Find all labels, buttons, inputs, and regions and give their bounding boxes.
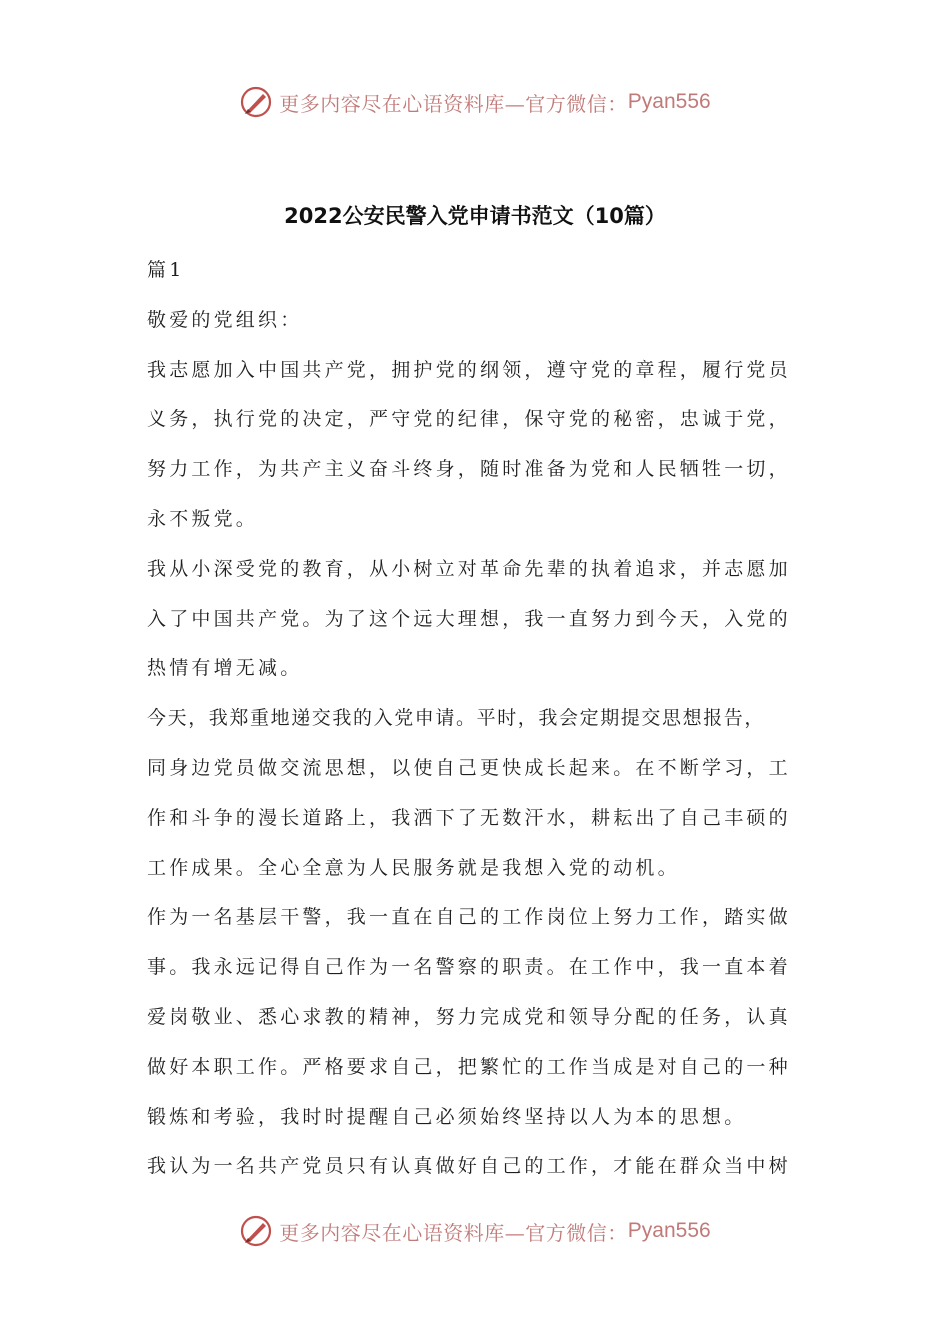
text-line: 我认为一名共产党员只有认真做好自己的工作，才能在群众当中树: [147, 1155, 791, 1178]
text-line: 爱岗敬业、悉心求教的精神，努力完成党和领导分配的任务，认真: [147, 1005, 791, 1028]
text-line: 今天，我郑重地递交我的入党申请。平时，我会定期提交思想报告，: [147, 707, 766, 730]
watermark-banner-top: [0, 82, 950, 122]
text-line: 热情有增无减。: [147, 657, 303, 680]
text-line: 锻炼和考验，我时时提醒自己必须始终坚持以人为本的思想。: [147, 1105, 747, 1128]
banner-text: 更多内容尽在心语资料库—官方微信：: [279, 91, 628, 116]
text-line: 义务，执行党的决定，严守党的纪律，保守党的秘密，忠诚于党，: [147, 408, 791, 431]
text-line: 努力工作，为共产主义奋斗终身，随时准备为党和人民牺牲一切，: [147, 458, 791, 481]
text-line: 敬爱的党组织：: [147, 308, 303, 331]
text-line: 入了中国共产党。为了这个远大理想，我一直努力到今天，入党的: [147, 607, 791, 630]
text-line: 事。我永远记得自己作为一名警察的职责。在工作中，我一直本着: [147, 956, 791, 979]
document-title: 2022公安民警入党申请书范文（10篇）: [284, 204, 666, 228]
text-line: 作和斗争的漫长道路上，我洒下了无数汗水，耕耘出了自己丰硕的: [147, 806, 791, 829]
banner-wechat-id: Pyan556: [627, 1219, 711, 1242]
quill-pen-logo-icon: [239, 1214, 273, 1248]
watermark-banner-bottom: [0, 1211, 950, 1251]
text-line: 做好本职工作。严格要求自己，把繁忙的工作当成是对自己的一种: [147, 1055, 791, 1078]
text-line: 我志愿加入中国共产党，拥护党的纲领，遵守党的章程，履行党员: [147, 358, 791, 381]
text-line: 我从小深受党的教育，从小树立对革命先辈的执着追求，并志愿加: [147, 557, 791, 580]
text-line: 工作成果。全心全意为人民服务就是我想入党的动机。: [147, 856, 680, 879]
document-body: [147, 254, 817, 1200]
banner-text: 更多内容尽在心语资料库—官方微信：: [279, 1220, 628, 1245]
banner-wechat-id: Pyan556: [627, 90, 711, 113]
text-line: 同身边党员做交流思想，以使自己更快成长起来。在不断学习，工: [147, 756, 791, 779]
quill-pen-logo-icon: [239, 85, 273, 119]
text-line: 永不叛党。: [147, 507, 259, 530]
text-line: 作为一名基层干警，我一直在自己的工作岗位上努力工作，踏实做: [147, 906, 791, 929]
text-line: 篇1: [147, 259, 185, 281]
